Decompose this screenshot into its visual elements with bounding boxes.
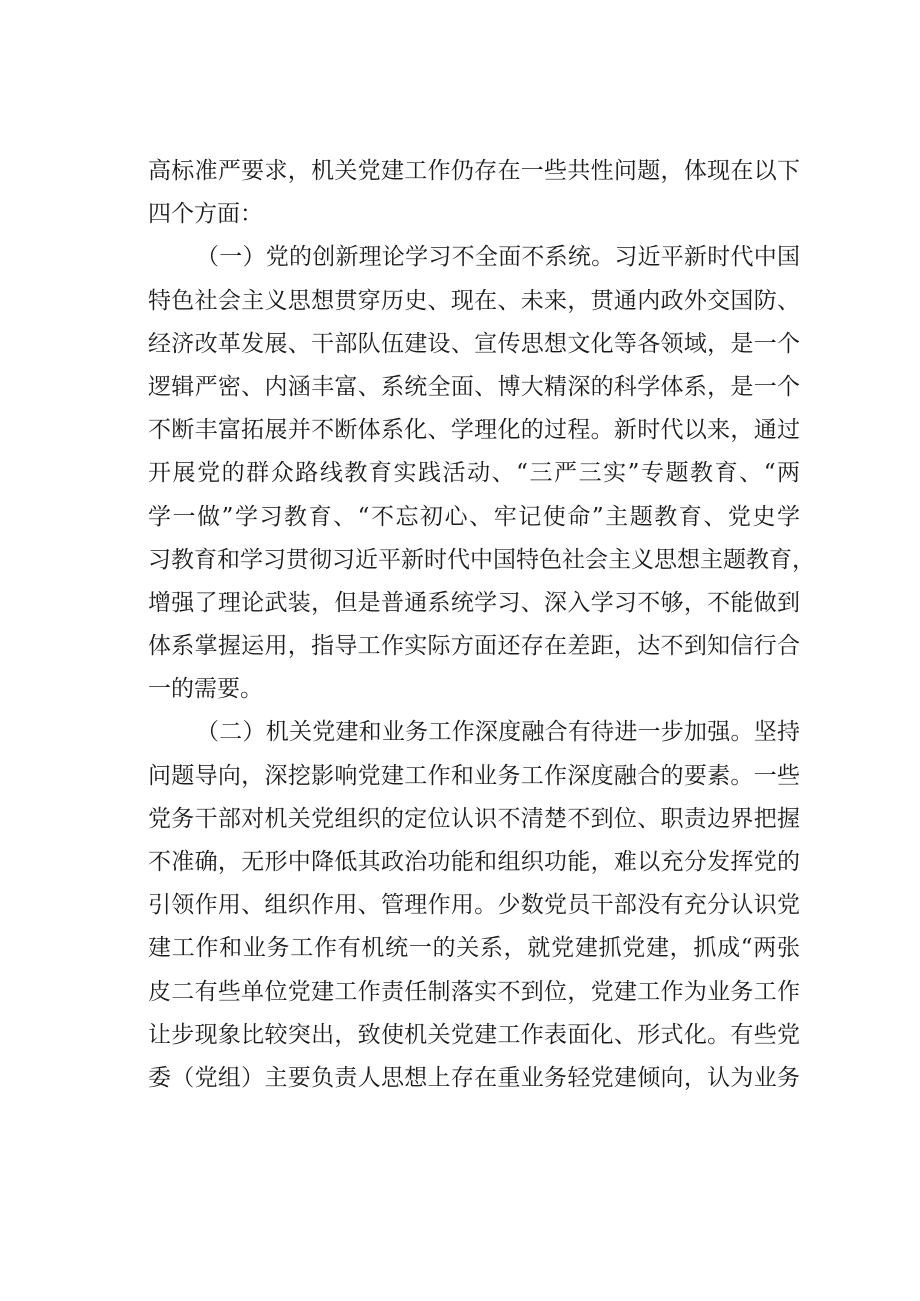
text-line: 四个方面： bbox=[148, 201, 263, 228]
text-line: 引领作用、组织作用、管理作用。少数党员干部没有充分认识党 bbox=[148, 892, 800, 919]
paragraph-section-one bbox=[148, 236, 815, 711]
text-line: 委（党组）主要负责人思想上存在重业务轻党建倾向，认为业务 bbox=[148, 1064, 800, 1091]
text-line: 习教育和学习贯彻习近平新时代中国特色社会主义思想主题教育， bbox=[148, 546, 815, 573]
text-line: 高标准严要求，机关党建工作仍存在一些共性问题，体现在以下 bbox=[148, 158, 800, 184]
text-line: 开展党的群众路线教育实践活动、“三严三实”专题教育、“两 bbox=[148, 460, 800, 487]
text-line: 学一做”学习教育、“不忘初心、牢记使命”主题教育、党史学 bbox=[148, 503, 800, 530]
document-body bbox=[148, 150, 815, 1100]
section-heading-line: （一）党的创新理论学习不全面不系统。习近平新时代中国 bbox=[196, 244, 800, 271]
text-line: 皮二有些单位党建工作责任制落实不到位，党建工作为业务工作 bbox=[148, 978, 800, 1005]
text-line: 建工作和业务工作有机统一的关系，就党建抓党建，抓成“两张 bbox=[148, 935, 800, 962]
text-line: 特色社会主义思想贯穿历史、现在、未来，贯通内政外交国防、 bbox=[148, 287, 800, 314]
paragraph-intro-continuation bbox=[148, 150, 800, 236]
section-heading-line: （二）机关党建和业务工作深度融合有待进一步加强。坚持 bbox=[196, 719, 800, 746]
text-line: 经济改革发展、干部队伍建设、宣传思想文化等各领域，是一个 bbox=[148, 330, 800, 357]
text-line: 让步现象比较突出，致使机关党建工作表面化、形式化。有些党 bbox=[148, 1021, 800, 1048]
text-line: 党务干部对机关党组织的定位认识不清楚不到位、职责边界把握 bbox=[148, 805, 800, 832]
text-line: 不断丰富拓展并不断体系化、学理化的过程。新时代以来，通过 bbox=[148, 417, 800, 444]
text-line: 增强了理论武装，但是普通系统学习、深入学习不够，不能做到 bbox=[148, 589, 800, 616]
text-line: 不准确，无形中降低其政治功能和组织功能，难以充分发挥党的 bbox=[148, 849, 800, 875]
text-line: 问题导向，深挖影响党建工作和业务工作深度融合的要素。一些 bbox=[148, 762, 800, 789]
text-line: 体系掌握运用，指导工作实际方面还存在差距，达不到知信行合 bbox=[148, 633, 800, 660]
text-line: 一的需要。 bbox=[148, 676, 263, 703]
paragraph-section-two bbox=[148, 711, 800, 1100]
text-line: 逻辑严密、内涵丰富、系统全面、博大精深的科学体系，是一个 bbox=[148, 373, 800, 400]
